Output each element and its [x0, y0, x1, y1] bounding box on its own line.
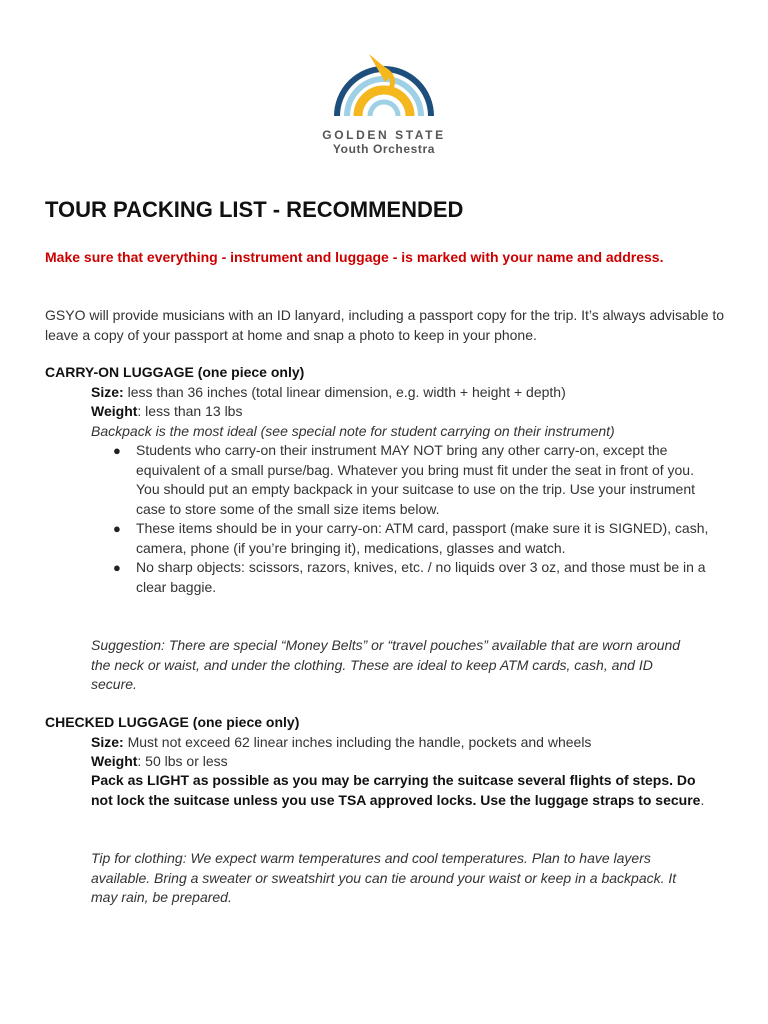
orchestra-arch-icon — [329, 50, 439, 120]
list-item-text: Students who carry-on their instrument MAY NOT bring any other carry-on, except the equivalent of a small purse/bag. Whatever you bring must fit under the seat in front of you. You should put an empty backpack in your suitcase to use on the trip. Use your instrument case to store some of the small size items below. — [136, 442, 696, 517]
checked-pack-light-bold: Pack as LIGHT as possible as you may be carrying the suitcase several flights of steps. Do not lock the suitcase unless you use TSA approved locks. Use the luggage straps to secure — [91, 772, 701, 808]
checked-size-value: Must not exceed 62 linear inches including the handle, pockets and wheels — [123, 734, 592, 750]
carry-on-bullet-list — [91, 441, 711, 597]
gsyo-logo — [300, 50, 468, 160]
carry-on-weight-label: Weight — [91, 403, 138, 419]
carry-on-size — [91, 383, 721, 403]
logo-text-golden-state: GOLDEN STATE — [322, 128, 446, 142]
list-item-text: No sharp objects: scissors, razors, knives, etc. / no liquids over 3 oz, and those must be in a clear baggie. — [136, 559, 706, 595]
carry-on-size-value: less than 36 inches (total linear dimension, e.g. width + height + depth) — [123, 384, 566, 400]
checked-size-label: Size: — [91, 734, 124, 750]
notice-text: Make sure that everything - instrument and luggage - is marked with your name and address. — [45, 249, 664, 265]
intro-paragraph: GSYO will provide musicians with an ID lanyard, including a passport copy for the trip. It’s always advisable to leave a copy of your passport at home and snap a photo to keep in your phone. — [45, 307, 725, 343]
list-item-text: These items should be in your carry-on: ATM card, passport (make sure it is SIGNED), cash, camera, phone (if you’re bringing it), medications, glasses and watch. — [136, 520, 709, 556]
checked-weight — [91, 752, 721, 772]
carry-on-size-label: Size: — [91, 384, 124, 400]
checked-size — [91, 733, 721, 753]
checked-heading: CHECKED LUGGAGE (one piece only) — [45, 714, 300, 730]
list-item — [91, 558, 711, 597]
clothing-tip: Tip for clothing: We expect warm temperatures and cool temperatures. Plan to have layers available. Bring a sweater or sweatshirt you can tie around your waist or keep in a backpack. It may rain, be prepared. — [91, 850, 677, 905]
checked-pack-light-text — [91, 771, 711, 810]
checked-weight-value: : 50 lbs or less — [137, 753, 228, 769]
carry-on-note: Backpack is the most ideal (see special note for student carrying on their instrument) — [91, 423, 615, 439]
carry-on-weight-value: : less than 13 lbs — [137, 403, 243, 419]
logo-text-youth-orchestra: Youth Orchestra — [332, 142, 436, 156]
bullet-icon: ● — [113, 521, 121, 536]
carry-on-heading: CARRY-ON LUGGAGE (one piece only) — [45, 364, 305, 380]
bullet-icon: ● — [113, 560, 121, 575]
carry-on-weight — [91, 402, 721, 422]
bullet-icon: ● — [113, 443, 121, 458]
page-title: TOUR PACKING LIST - RECOMMENDED — [45, 197, 464, 222]
list-item — [91, 441, 711, 519]
list-item — [91, 519, 711, 558]
carry-on-suggestion: Suggestion: There are special “Money Belts” or “travel pouches” available that are worn around the neck or waist, and under the clothing. These are ideal to keep ATM cards, cash, and ID secure. — [91, 637, 681, 692]
checked-weight-label: Weight — [91, 753, 138, 769]
checked-pack-light-tail: . — [700, 791, 705, 808]
